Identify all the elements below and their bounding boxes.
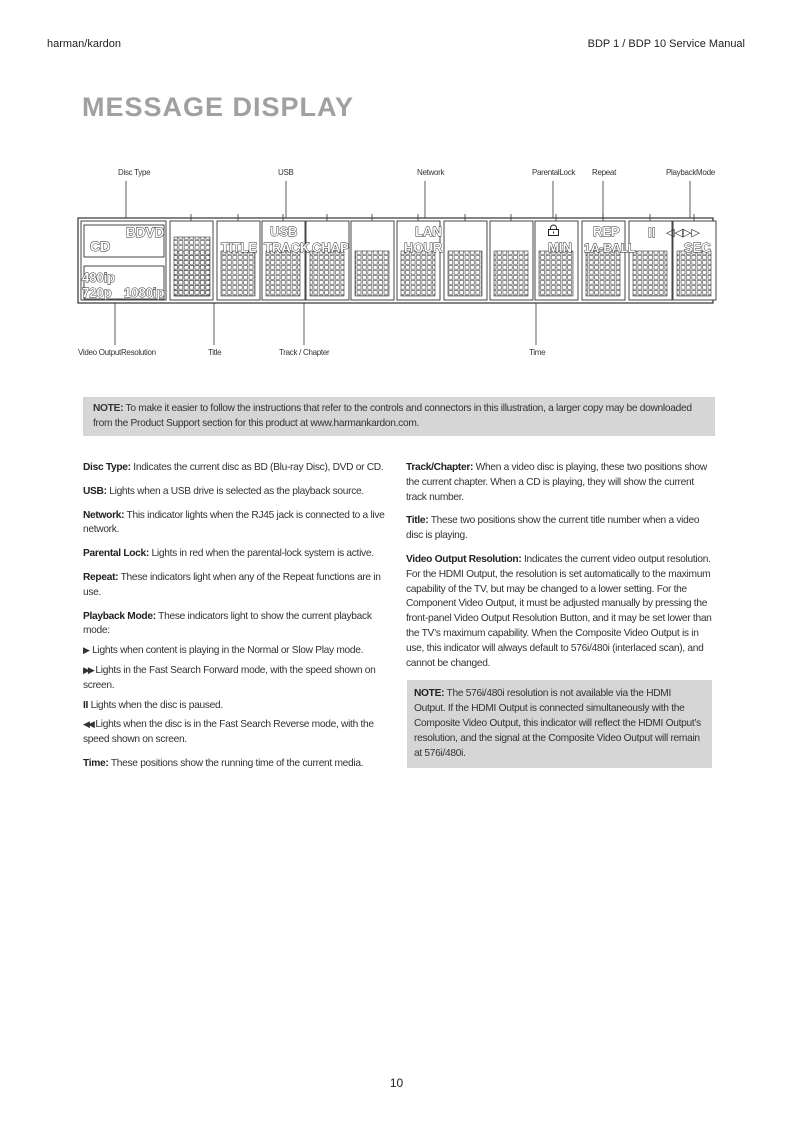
desc: Lights when the disc is in the Fast Search Reverse mode, with the speed shown on screen. <box>83 719 374 746</box>
display-cell <box>448 251 482 296</box>
label-title: Title <box>208 348 222 357</box>
display-panels <box>78 214 716 303</box>
seg-sec: SEC <box>684 240 711 255</box>
display-cell <box>401 251 435 296</box>
desc: This indicator lights when the RJ45 jack is connected to a live network. <box>83 509 385 536</box>
note-label: NOTE: <box>93 403 124 414</box>
label-network: Network <box>417 168 445 177</box>
desc: Lights in the Fast Search Forward mode, with the speed shown on screen. <box>83 664 376 691</box>
label-video-output: Video OutputResolution <box>78 348 156 357</box>
seg-min: MIN <box>548 240 572 255</box>
display-cell <box>586 251 620 296</box>
para-play-ff <box>83 664 391 694</box>
desc: Lights when content is playing in the Normal or Slow Play mode. <box>89 645 364 657</box>
display-cell <box>310 251 344 296</box>
seg-playmode: ◁◁▷▷ <box>666 226 700 239</box>
term: Network: <box>83 509 125 521</box>
para-repeat <box>83 571 391 601</box>
display-cell <box>539 251 573 296</box>
seg-title: TITLE <box>221 240 258 255</box>
note-text: The 576i/480i resolution is not available via the HDMI Output. If the HDMI Output is connected simultaneously with the Composite Video Output, this indicator will reflect the HDMI Output’s resolution, and the signal at the Composite Video Output will remain at 576i/480i. <box>414 688 701 759</box>
page-title: MESSAGE DISPLAY <box>82 92 355 122</box>
fast-forward-icon: ▶▶ <box>83 665 93 676</box>
term: Parental Lock: <box>83 548 150 560</box>
seg-bdvd: BDVD <box>126 225 165 240</box>
term: Repeat: <box>83 571 119 583</box>
para-video-output <box>406 553 712 671</box>
label-track-chapter: Track / Chapter <box>279 348 330 357</box>
note-label: NOTE: <box>414 688 445 700</box>
note-text: To make it easier to follow the instructions that refer to the controls and connectors in this illustration, a larger copy may be downloaded from the Product Support section for this product at www.harmankardon.com. <box>93 403 692 429</box>
display-diagram <box>0 0 793 400</box>
note-resolution <box>407 680 712 768</box>
term: Title: <box>406 515 429 527</box>
label-disc-type: Disc Type <box>118 168 151 177</box>
display-cell <box>221 251 255 296</box>
desc: These indicators light when any of the Repeat functions are in use. <box>83 571 381 598</box>
desc: When a video disc is playing, these two positions show the current chapter. When a CD is playing, they will show the current track number. <box>406 462 707 503</box>
term: Video Output Resolution: <box>406 553 522 565</box>
seg-cd: CD <box>90 238 111 254</box>
para-network <box>83 509 391 539</box>
header-manual-title: BDP 1 / BDP 10 Service Manual <box>587 38 745 50</box>
display-cell <box>355 251 389 296</box>
desc: Indicates the current disc as BD (Blu-ray Disc), DVD or CD. <box>130 462 384 473</box>
seg-chap: CHAP <box>312 240 349 255</box>
seg-hour: HOUR <box>404 240 443 255</box>
seg-track: TRACK <box>264 240 310 255</box>
desc: Lights when a USB drive is selected as the playback source. <box>106 485 364 497</box>
seg-pause: II <box>648 225 656 240</box>
desc: Indicates the current video output resolution. For the HDMI Output, the resolution is set automatically to the maximum capability of the TV, but may be changed to a lower setting. For the Component Video Output, it must be adjusted manually by pressing the front-panel Video Output Resolution Button, and it may be set lower than the TV’s maximum capability. When the Composite Video Output is in use, this indicator will always default to 576i/480i (interlaced scan), and cannot be changed. <box>406 553 712 669</box>
seg-res-1080: 1080ip <box>124 285 165 300</box>
para-track-chapter <box>406 461 712 505</box>
display-cell <box>633 251 667 296</box>
display-cell <box>494 251 528 296</box>
seg-lan: LAN <box>415 224 442 239</box>
term: USB: <box>83 485 107 497</box>
seg-res-480: 480ip <box>82 270 116 285</box>
desc: These two positions show the current title number when a video disc is playing. <box>406 515 700 542</box>
para-title <box>406 514 712 544</box>
display-cell <box>174 237 210 296</box>
para-play-pause <box>83 699 391 714</box>
label-repeat: Repeat <box>592 168 616 177</box>
para-play-normal <box>83 644 391 659</box>
term: Disc Type: <box>83 462 131 473</box>
seg-usb: USB <box>270 224 298 239</box>
desc: These indicators light to show the current playback mode: <box>83 610 372 637</box>
rewind-icon: ◀◀ <box>83 720 93 731</box>
desc: Lights when the disc is paused. <box>88 699 223 711</box>
display-cell <box>677 251 711 296</box>
desc: Lights in red when the parental-lock system is active. <box>149 548 374 560</box>
label-time: Time <box>529 348 546 357</box>
para-time <box>83 757 391 772</box>
label-parental-lock: ParentalLock <box>532 168 576 177</box>
page-number: 10 <box>389 1076 404 1090</box>
header-brand: harman/kardon <box>47 38 121 50</box>
left-column <box>83 461 391 781</box>
para-playback-mode <box>83 610 391 640</box>
label-playback-mode: PlaybackMode <box>666 168 715 177</box>
para-disc-type <box>83 461 391 476</box>
right-column <box>406 461 712 768</box>
term: Playback Mode: <box>83 610 156 622</box>
seg-rep: REP <box>593 224 620 239</box>
display-cell <box>266 251 300 296</box>
pause-icon: II <box>83 699 89 711</box>
note-larger-copy <box>83 397 715 436</box>
para-play-rew <box>83 718 391 748</box>
para-usb <box>83 485 391 500</box>
seg-res-720: 720p <box>82 285 112 300</box>
term: Time: <box>83 757 109 769</box>
desc: These positions show the running time of the current media. <box>108 757 364 769</box>
play-icon: ▶ <box>83 646 90 657</box>
term: Track/Chapter: <box>406 462 474 473</box>
label-usb: USB <box>278 168 294 177</box>
para-parental-lock <box>83 547 391 562</box>
seg-repeat-mode: 1A-BALL <box>584 241 636 255</box>
